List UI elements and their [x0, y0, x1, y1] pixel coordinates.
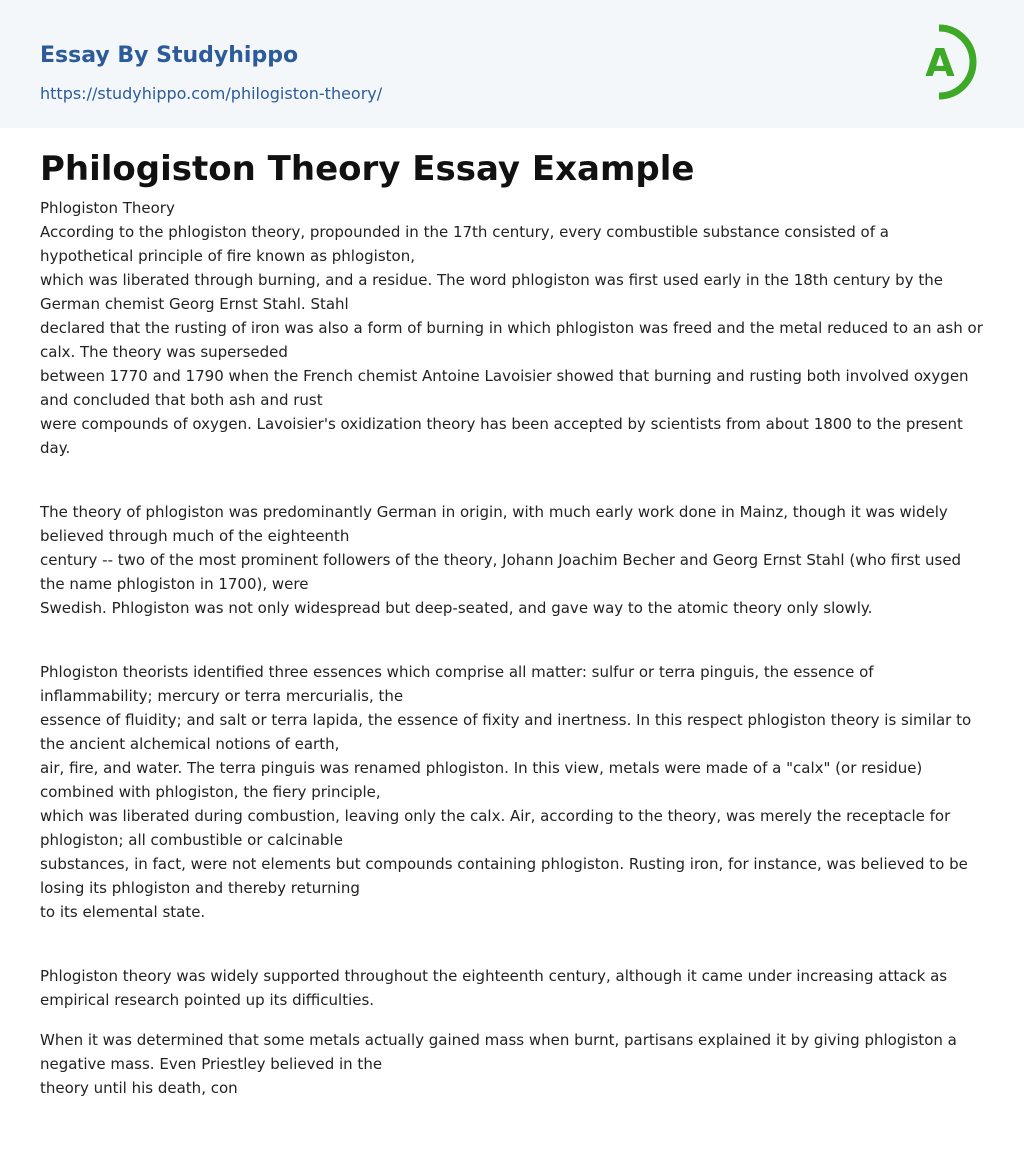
- essay-line: which was liberated through burning, and a residue. The word phlogiston was first used early in the 18th century by the German chemist Georg Ernst Stahl. Stahl: [40, 271, 943, 313]
- paragraph: [40, 500, 984, 620]
- essay-line: According to the phlogiston theory, propounded in the 17th century, every combustible substance consisted of a hypothetical principle of fire known as phlogiston,: [40, 223, 889, 265]
- source-url-link[interactable]: https://studyhippo.com/philogiston-theory/: [40, 84, 383, 103]
- site-header: [0, 0, 1024, 128]
- paragraph: [40, 1028, 984, 1100]
- essay-body: [40, 196, 984, 1100]
- essay-line: century -- two of the most prominent followers of the theory, Johann Joachim Becher and Georg Ernst Stahl (who first used the name phlogiston in 1700), were: [40, 551, 962, 593]
- essay-line: When it was determined that some metals actually gained mass when burnt, partisans explained it by giving phlogiston a negative mass. Even Priestley believed in the: [40, 1031, 957, 1073]
- paragraph-spacer: [40, 620, 984, 660]
- studyhippo-logo-icon[interactable]: [913, 19, 985, 105]
- essay-line: which was liberated during combustion, leaving only the calx. Air, according to the theory, was merely the receptacle for phlogiston; all combustible or calcinable: [40, 807, 951, 849]
- essay-line: Phlogiston Theory: [40, 199, 175, 217]
- essay-line: essence of fluidity; and salt or terra lapida, the essence of fixity and inertness. In this respect phlogiston theory is similar to the ancient alchemical notions of earth,: [40, 711, 972, 753]
- essay-line: substances, in fact, were not elements but compounds containing phlogiston. Rusting iron, for instance, was believed to be losing its phlogiston and thereby returning: [40, 855, 968, 897]
- essay-line: Phlogiston theory was widely supported throughout the eighteenth century, although it came under increasing attack as empirical research pointed up its difficulties.: [40, 967, 948, 1009]
- paragraph: [40, 196, 984, 460]
- paragraph: [40, 964, 984, 1012]
- logo-letter: A: [925, 41, 955, 85]
- paragraph: [40, 660, 984, 924]
- essay-line: Swedish. Phlogiston was not only widespread but deep-seated, and gave way to the atomic theory only slowly.: [40, 599, 873, 617]
- paragraph-spacer: [40, 1012, 984, 1028]
- essay-line: The theory of phlogiston was predominantly German in origin, with much early work done in Mainz, though it was widely believed through much of the eighteenth: [40, 503, 948, 545]
- essay-line: between 1770 and 1790 when the French chemist Antoine Lavoisier showed that burning and rusting both involved oxygen and concluded that both ash and rust: [40, 367, 969, 409]
- essay-line: air, fire, and water. The terra pinguis was renamed phlogiston. In this view, metals were made of a "calx" (or residue) combined with phlogiston, the fiery principle,: [40, 759, 923, 801]
- essay-line: Phlogiston theorists identified three essences which comprise all matter: sulfur or terra pinguis, the essence of inflammability; mercury or terra mercurialis, the: [40, 663, 874, 705]
- paragraph-spacer: [40, 924, 984, 964]
- paragraph-spacer: [40, 460, 984, 500]
- essay-line: to its elemental state.: [40, 903, 206, 921]
- essay-title: Philogiston Theory Essay Example: [40, 149, 695, 189]
- essay-line: theory until his death, con: [40, 1079, 238, 1097]
- essay-line: were compounds of oxygen. Lavoisier's oxidization theory has been accepted by scientists from about 1800 to the present day.: [40, 415, 963, 457]
- essay-content: [0, 128, 1024, 1100]
- essay-line: declared that the rusting of iron was also a form of burning in which phlogiston was freed and the metal reduced to an ash or calx. The theory was superseded: [40, 319, 983, 361]
- site-title[interactable]: Essay By Studyhippo: [40, 43, 299, 68]
